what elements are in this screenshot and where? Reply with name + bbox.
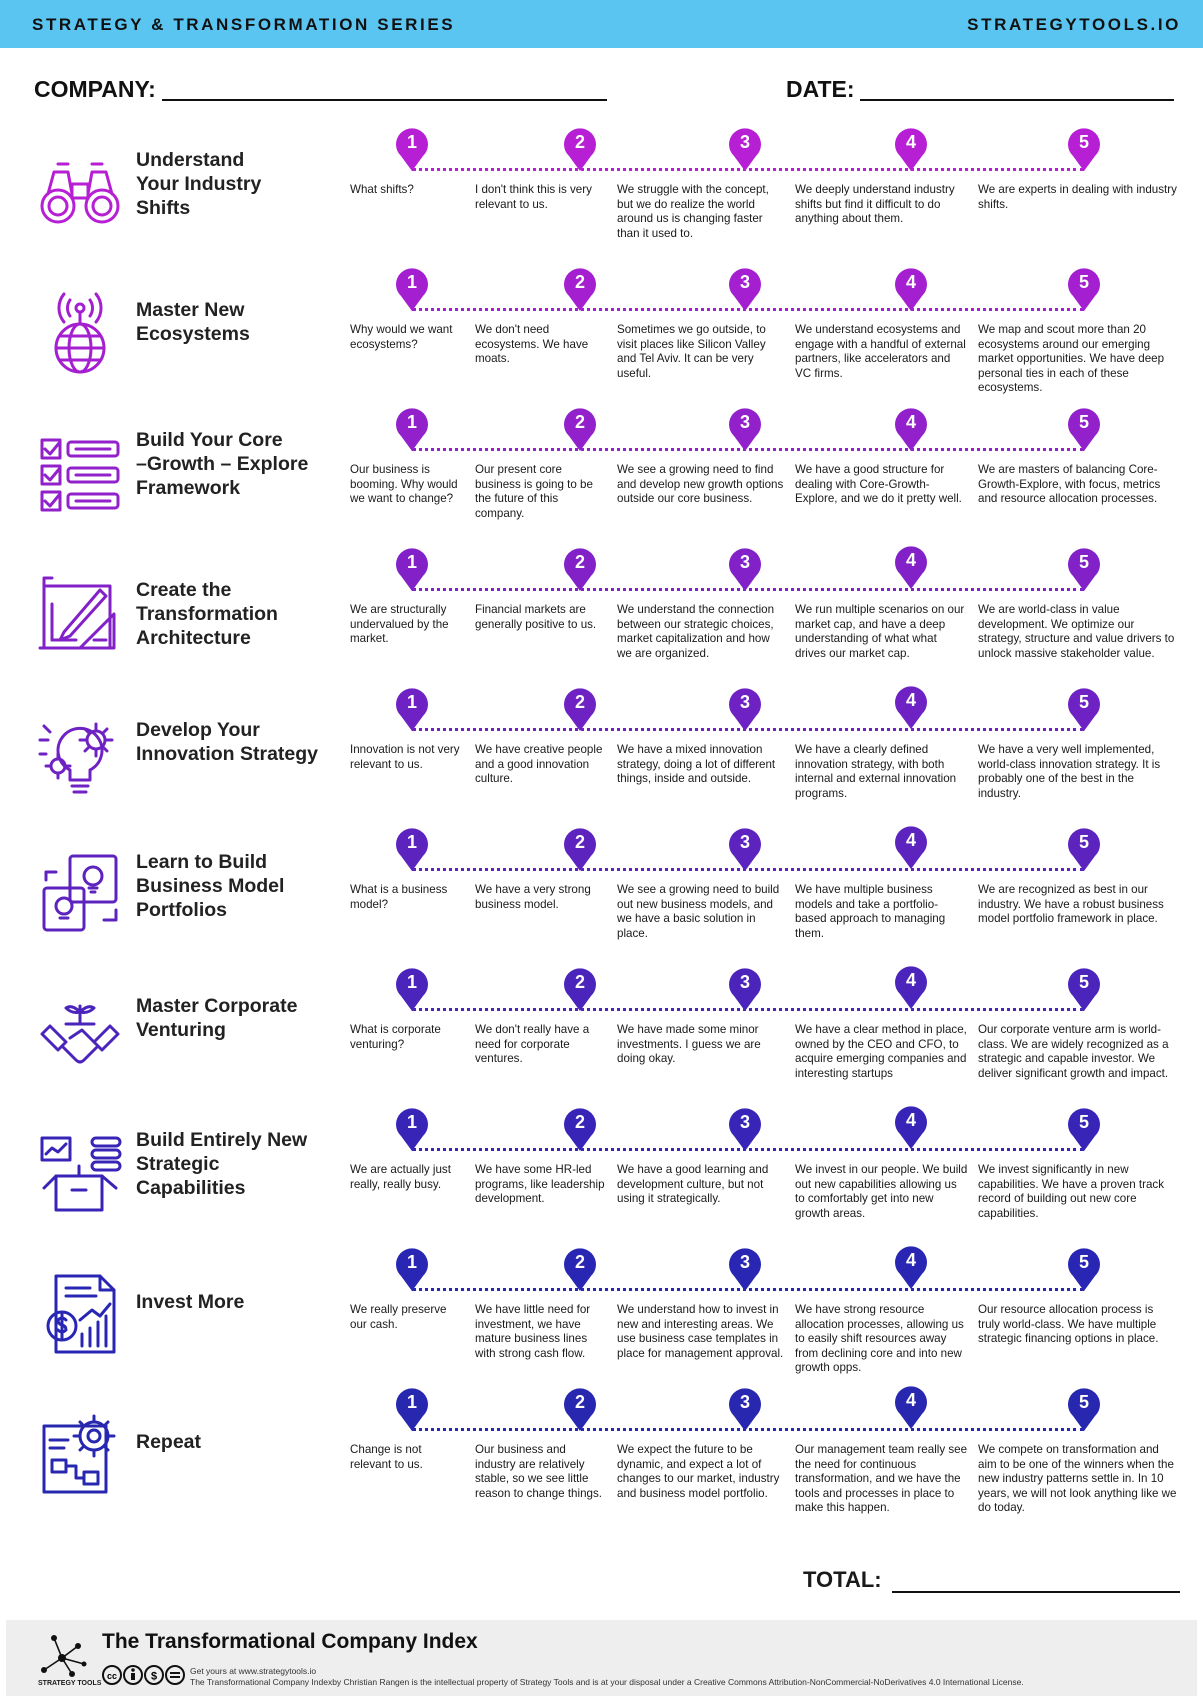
series-title: STRATEGY & TRANSFORMATION SERIES: [32, 15, 456, 34]
level-4-marker[interactable]: [893, 126, 929, 172]
level-number: 1: [406, 1112, 417, 1132]
level-number: 5: [1078, 272, 1089, 292]
level-5-description: We compete on transformation and aim to be one of the winners when the new industry patterns settle in. In 10 years, we will not look anything like we do today.: [978, 1443, 1177, 1514]
level-5-marker[interactable]: [1066, 266, 1102, 312]
level-5-marker[interactable]: [1066, 966, 1102, 1012]
level-4-description: We understand ecosystems and engage with a handful of external partners, like accelerators and VC firms.: [795, 323, 966, 380]
level-number: 3: [739, 132, 750, 152]
level-5-description: We are masters of balancing Core-Growth-Explore, with focus, metrics and resource allocation processes.: [978, 463, 1161, 505]
index-row: [0, 548, 1203, 688]
level-2-description: Our present core business is going to be the future of this company.: [475, 463, 593, 520]
level-5-marker[interactable]: [1066, 126, 1102, 172]
row-title: [136, 850, 346, 922]
level-4-description: We have a clearly defined innovation strategy, with both internal and external innovation programs.: [795, 743, 957, 800]
level-5-marker[interactable]: [1066, 406, 1102, 452]
row-title-line: Portfolios: [136, 899, 227, 921]
level-5-description: We are experts in dealing with industry shifts.: [978, 183, 1177, 211]
svg-text:$: $: [150, 1670, 158, 1683]
index-row: [0, 268, 1203, 408]
level-number: 5: [1078, 692, 1089, 712]
level-2-description: Our business and industry are relatively stable, so we see little reason to change things.: [475, 1443, 602, 1500]
level-number: 3: [739, 1252, 750, 1272]
row-title: [136, 1290, 346, 1314]
level-5-marker[interactable]: [1066, 546, 1102, 592]
level-number: 4: [905, 272, 916, 292]
level-4-description: We have a clear method in place, owned by the CEO and CFO, to acquire emerging companies and interesting startups: [795, 1023, 967, 1080]
row-title-line: Build Your Core: [136, 429, 283, 451]
level-number: 2: [574, 832, 585, 852]
row-title-line: Build Entirely New: [136, 1129, 308, 1151]
footer-link-line: Get yours at www.strategytools.io: [190, 1666, 317, 1676]
row-title: [136, 578, 346, 650]
level-2-marker[interactable]: [562, 966, 598, 1012]
level-number: 3: [739, 1112, 750, 1132]
level-4-marker[interactable]: [893, 824, 929, 870]
row-title-line: Architecture: [136, 627, 251, 649]
level-1-description: Innovation is not very relevant to us.: [350, 743, 460, 771]
level-number: 1: [406, 1252, 417, 1272]
top-banner: [0, 0, 1203, 48]
checklist-icon: [36, 430, 124, 518]
level-4-marker[interactable]: [893, 964, 929, 1010]
level-1-description: What is corporate venturing?: [350, 1023, 441, 1051]
index-row: [0, 1388, 1203, 1528]
level-5-description: We are recognized as best in our industry. We have a robust business model portfolio framework in place.: [978, 883, 1164, 925]
level-1-description: What shifts?: [350, 183, 414, 196]
level-number: 4: [905, 830, 916, 850]
row-title-line: Innovation Strategy: [136, 743, 319, 765]
date-field[interactable]: [860, 99, 1174, 101]
level-3-description: Sometimes we go outside, to visit places like Silicon Valley and Tel Aviv. It can be very useful.: [617, 323, 766, 380]
row-title-line: Venturing: [136, 1019, 226, 1041]
index-row: [0, 968, 1203, 1108]
level-2-marker[interactable]: [562, 1106, 598, 1152]
globe-antenna-icon: [36, 290, 124, 378]
level-4-marker[interactable]: [893, 1244, 929, 1290]
level-number: 3: [739, 972, 750, 992]
investment-report-icon: [36, 1270, 124, 1358]
level-number: 3: [739, 692, 750, 712]
level-number: 5: [1078, 552, 1089, 572]
index-row: [0, 1248, 1203, 1388]
row-title: [136, 1430, 346, 1454]
level-5-description: We map and scout more than 20 ecosystems around our emerging market opportunities. We have deep personal ties in each of these ecosystems.: [978, 323, 1165, 394]
row-title: [136, 298, 346, 346]
level-3-description: We have a mixed innovation strategy, doing a lot of different things, inside and outside.: [617, 743, 776, 785]
level-number: 1: [406, 272, 417, 292]
level-number: 2: [574, 692, 585, 712]
level-3-marker[interactable]: [727, 966, 763, 1012]
level-5-description: Our resource allocation process is truly world-class. We have multiple strategic financing options in place.: [978, 1303, 1159, 1345]
level-1-description: Why would we want ecosystems?: [350, 323, 453, 351]
row-title-line: Your Industry: [136, 173, 262, 195]
level-number: 4: [905, 1250, 916, 1270]
row-title: [136, 148, 346, 220]
index-row: [0, 408, 1203, 548]
row-title-line: Understand: [136, 149, 245, 171]
level-1-description: We really preserve our cash.: [350, 1303, 447, 1331]
blueprint-icon: [36, 570, 124, 658]
site-url: STRATEGYTOOLS.IO: [967, 15, 1181, 34]
date-label: DATE:: [786, 76, 855, 102]
row-title-line: Learn to Build: [136, 851, 268, 873]
level-1-description: We are structurally undervalued by the market.: [350, 603, 449, 645]
level-5-marker[interactable]: [1066, 826, 1102, 872]
level-number: 4: [905, 132, 916, 152]
level-3-description: We see a growing need to find and develop new growth options outside our core business.: [617, 463, 784, 505]
level-4-marker[interactable]: [893, 1104, 929, 1150]
level-number: 4: [905, 412, 916, 432]
level-number: 2: [574, 972, 585, 992]
level-3-marker[interactable]: [727, 406, 763, 452]
level-2-marker[interactable]: [562, 546, 598, 592]
index-row: [0, 1108, 1203, 1248]
level-number: 5: [1078, 832, 1089, 852]
level-number: 1: [406, 412, 417, 432]
level-1-marker[interactable]: [394, 966, 430, 1012]
level-3-marker[interactable]: [727, 546, 763, 592]
level-1-marker[interactable]: [394, 406, 430, 452]
level-2-marker[interactable]: [562, 1246, 598, 1292]
level-number: 1: [406, 132, 417, 152]
level-number: 3: [739, 1392, 750, 1412]
level-5-description: We have a very well implemented, world-class innovation strategy. It is probably one of the best in the industry.: [978, 743, 1161, 800]
level-5-marker[interactable]: [1066, 686, 1102, 732]
lightbulb-gear-icon: [36, 710, 124, 798]
row-title-line: Master Corporate: [136, 995, 298, 1017]
level-number: 4: [905, 550, 916, 570]
row-title-line: Repeat: [136, 1431, 202, 1453]
row-title: [136, 718, 346, 766]
level-4-marker[interactable]: [893, 544, 929, 590]
row-title-line: Create the: [136, 579, 232, 601]
level-2-description: We have creative people and a good innovation culture.: [475, 743, 603, 785]
index-row: [0, 688, 1203, 828]
row-title-line: –Growth – Explore: [136, 453, 309, 475]
level-4-marker[interactable]: [893, 684, 929, 730]
level-4-description: We have multiple business models and take a portfolio-based approach to managing them.: [795, 883, 946, 940]
row-title-line: Capabilities: [136, 1177, 246, 1199]
level-number: 1: [406, 972, 417, 992]
footer-license-line: The Transformational Company Indexby Christian Rangen is the intellectual property of Strategy Tools and is at your disposal under a Creative Commons Attribution-NonCommercial-NoDerivatives 4.0 International License.: [190, 1677, 1024, 1687]
level-4-description: We have a good structure for dealing with Core-Growth-Explore, and we do it pretty well.: [795, 463, 962, 505]
level-5-marker[interactable]: [1066, 1106, 1102, 1152]
creative-commons-icon: [102, 1664, 186, 1686]
level-2-description: We have some HR-led programs, like leadership development.: [475, 1163, 605, 1205]
level-2-description: We don't need ecosystems. We have moats.: [475, 323, 589, 365]
level-number: 2: [574, 272, 585, 292]
row-title: [136, 994, 346, 1042]
strategy-tools-logo: [34, 1630, 90, 1686]
level-4-description: We have strong resource allocation processes, allowing us to easily shift resources away from declining core and into new growth opps.: [795, 1303, 964, 1374]
row-title: [136, 428, 346, 500]
level-2-marker[interactable]: [562, 686, 598, 732]
level-3-description: We expect the future to be dynamic, and expect a lot of changes to our market, industry and business model portfolio.: [617, 1443, 780, 1500]
level-1-description: We are actually just really, really busy.: [350, 1163, 451, 1191]
level-2-description: We have little need for investment, we have mature business lines with strong cash flow.: [475, 1303, 591, 1360]
level-1-marker[interactable]: [394, 826, 430, 872]
level-3-marker[interactable]: [727, 126, 763, 172]
level-2-marker[interactable]: [562, 406, 598, 452]
level-2-description: I don't think this is very relevant to us.: [475, 183, 592, 211]
level-number: 5: [1078, 412, 1089, 432]
level-number: 1: [406, 552, 417, 572]
level-2-description: We have a very strong business model.: [475, 883, 591, 911]
level-number: 4: [905, 1110, 916, 1130]
level-3-description: We understand how to invest in new and interesting areas. We use business case templates in place for management approval.: [617, 1303, 784, 1360]
level-5-marker[interactable]: [1066, 1246, 1102, 1292]
row-title-line: Framework: [136, 477, 241, 499]
level-1-marker[interactable]: [394, 1246, 430, 1292]
level-number: 4: [905, 690, 916, 710]
level-1-marker[interactable]: [394, 126, 430, 172]
level-1-description: Our business is booming. Why would we want to change?: [350, 463, 458, 505]
level-number: 5: [1078, 1392, 1089, 1412]
process-gear-icon: [36, 1410, 124, 1498]
level-1-marker[interactable]: [394, 686, 430, 732]
logo-text: STRATEGY TOOLS: [38, 1680, 102, 1687]
row-title-line: Master New: [136, 299, 245, 321]
level-number: 2: [574, 1392, 585, 1412]
level-2-marker[interactable]: [562, 826, 598, 872]
level-1-description: Change is not relevant to us.: [350, 1443, 423, 1471]
footer-title: The Transformational Company Index: [102, 1630, 478, 1653]
level-number: 1: [406, 692, 417, 712]
level-2-marker[interactable]: [562, 1386, 598, 1432]
level-3-description: We have made some minor investments. I guess we are doing okay.: [617, 1023, 761, 1065]
level-4-description: We invest in our people. We build out new capabilities allowing us to comfortably get into new growth areas.: [795, 1163, 968, 1220]
level-number: 3: [739, 412, 750, 432]
level-number: 2: [574, 1252, 585, 1272]
level-number: 2: [574, 412, 585, 432]
level-2-description: Financial markets are generally positive to us.: [475, 603, 597, 631]
row-title-line: Business Model: [136, 875, 285, 897]
level-number: 2: [574, 1112, 585, 1132]
level-number: 5: [1078, 132, 1089, 152]
level-number: 4: [905, 1390, 916, 1410]
level-3-marker[interactable]: [727, 266, 763, 312]
level-5-description: We are world-class in value development. We optimize our strategy, structure and value drivers to unlock massive stakeholder value.: [978, 603, 1175, 660]
level-3-marker[interactable]: [727, 826, 763, 872]
level-number: 5: [1078, 1112, 1089, 1132]
index-row: [0, 828, 1203, 968]
total-label: TOTAL:: [803, 1567, 882, 1592]
level-number: 3: [739, 552, 750, 572]
capabilities-box-icon: [36, 1130, 124, 1218]
level-1-marker[interactable]: [394, 1106, 430, 1152]
binoculars-icon: [36, 150, 124, 238]
portfolio-icon: [36, 850, 124, 938]
level-1-marker[interactable]: [394, 266, 430, 312]
level-2-marker[interactable]: [562, 126, 598, 172]
level-3-description: We struggle with the concept, but we do realize the world around us is changing faster than it used to.: [617, 183, 769, 240]
level-4-marker[interactable]: [893, 406, 929, 452]
company-label: COMPANY:: [34, 76, 156, 102]
level-number: 5: [1078, 972, 1089, 992]
level-number: 2: [574, 132, 585, 152]
level-2-description: We don't really have a need for corporate ventures.: [475, 1023, 590, 1065]
level-3-description: We have a good learning and development culture, but not using it strategically.: [617, 1163, 769, 1205]
row-title-line: Transformation: [136, 603, 278, 625]
level-3-description: We see a growing need to build out new business models, and we have a basic solution in place.: [617, 883, 780, 940]
footer: [6, 1620, 1197, 1696]
level-5-description: Our corporate venture arm is world-class. We are widely recognized as a strategic and capable investor. We deliver significant growth and impact.: [978, 1023, 1169, 1080]
level-1-marker[interactable]: [394, 1386, 430, 1432]
row-title-line: Invest More: [136, 1291, 245, 1313]
level-1-description: What is a business model?: [350, 883, 448, 911]
level-1-marker[interactable]: [394, 546, 430, 592]
row-title-line: Ecosystems: [136, 323, 250, 345]
index-row: [0, 128, 1203, 268]
level-number: 1: [406, 832, 417, 852]
level-number: 4: [905, 970, 916, 990]
level-4-description: We deeply understand industry shifts but find it difficult to do anything about them.: [795, 183, 955, 225]
company-field[interactable]: [162, 99, 607, 101]
level-number: 1: [406, 1392, 417, 1412]
level-3-description: We understand the connection between our strategic choices, market capitalization and how we are organized.: [617, 603, 775, 660]
handshake-icon: [36, 990, 124, 1078]
total-field[interactable]: [892, 1591, 1180, 1593]
level-4-marker[interactable]: [893, 1384, 929, 1430]
row-title-line: Develop Your: [136, 719, 260, 741]
level-number: 5: [1078, 1252, 1089, 1272]
row-title: [136, 1128, 346, 1200]
level-number: 3: [739, 832, 750, 852]
level-number: 2: [574, 552, 585, 572]
level-3-marker[interactable]: [727, 1386, 763, 1432]
row-title-line: Strategic: [136, 1153, 220, 1175]
level-3-marker[interactable]: [727, 1246, 763, 1292]
level-number: 3: [739, 272, 750, 292]
level-2-marker[interactable]: [562, 266, 598, 312]
level-4-marker[interactable]: [893, 266, 929, 312]
level-5-description: We invest significantly in new capabilities. We have a proven track record of building out new core capabilities.: [978, 1163, 1165, 1220]
row-title-line: Shifts: [136, 197, 191, 219]
level-3-marker[interactable]: [727, 686, 763, 732]
level-5-marker[interactable]: [1066, 1386, 1102, 1432]
level-4-description: Our management team really see the need for continuous transformation, and we have the tools and processes in place to make this happen.: [795, 1443, 968, 1514]
level-3-marker[interactable]: [727, 1106, 763, 1152]
level-4-description: We run multiple scenarios on our market cap, and have a deep understanding of what what drives our market cap.: [795, 603, 965, 660]
svg-text:cc: cc: [106, 1671, 118, 1681]
